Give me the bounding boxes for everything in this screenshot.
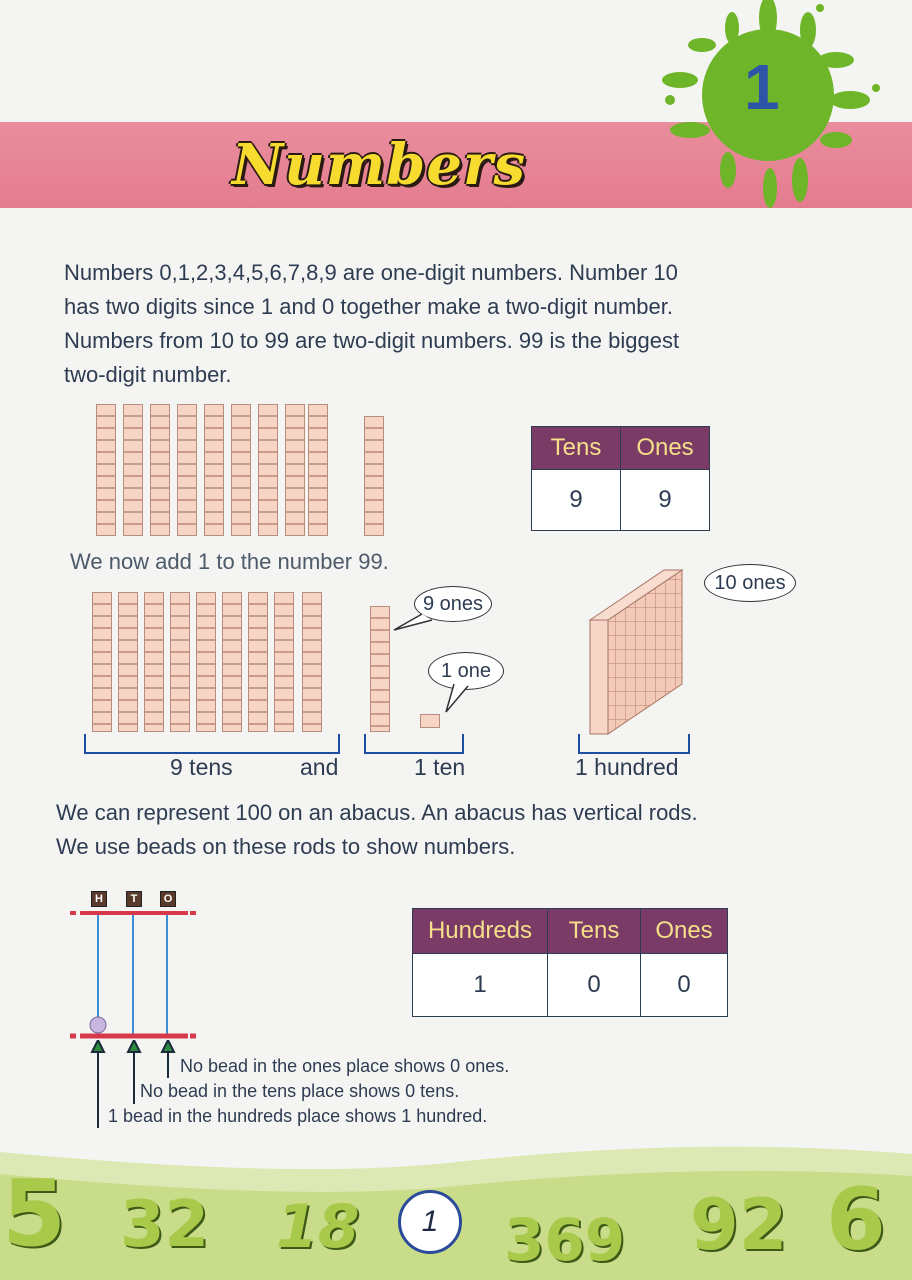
ten-rod	[231, 404, 251, 536]
ten-rod	[285, 404, 305, 536]
intro-line: has two digits since 1 and 0 together make a two-digit number.	[64, 294, 674, 319]
footer-decor-number: 369	[504, 1206, 626, 1274]
intro-paragraph	[64, 256, 824, 392]
rod-label-o: O	[160, 891, 176, 907]
ten-rod	[222, 592, 242, 732]
ten-rod	[123, 404, 143, 536]
intro-line: two-digit number.	[64, 362, 232, 387]
one-ten-bracket	[364, 734, 464, 754]
ten-rod	[196, 592, 216, 732]
footer-decor-number: 92	[690, 1184, 788, 1266]
ten-rod	[150, 404, 170, 536]
nine-tens-bracket	[84, 734, 340, 754]
ten-rod	[248, 592, 268, 732]
ten-rod	[302, 592, 322, 732]
ten-rod	[92, 592, 112, 732]
ten-rod	[308, 404, 328, 536]
nine-ones-rod	[370, 606, 390, 732]
hundred-flat	[586, 566, 690, 738]
page-number: 1	[398, 1190, 462, 1254]
one-cube	[420, 714, 440, 728]
hundred-bracket	[578, 734, 690, 754]
ten-rod	[118, 592, 138, 732]
ten-ones-text: 10 ones	[714, 572, 786, 594]
footer-decor-number: 6	[826, 1170, 886, 1270]
ten-rod	[258, 404, 278, 536]
ten-rod	[170, 592, 190, 732]
bubble-tail-icon	[392, 608, 440, 636]
one-one-text: 1 one	[440, 660, 492, 682]
ones-value: 9	[621, 470, 710, 531]
abacus-frame	[66, 905, 206, 1045]
place-value-table-99	[531, 426, 710, 531]
footer-decor-number: 5	[2, 1160, 67, 1267]
chapter-number: 1	[744, 51, 780, 123]
nine-ones-rod	[364, 416, 384, 536]
tens-explanation: No bead in the tens place shows 0 tens.	[140, 1081, 460, 1101]
intro-line: Numbers from 10 to 99 are two-digit numbers. 99 is the biggest	[64, 328, 680, 353]
tens-header: Tens	[532, 427, 621, 470]
ten-rod	[144, 592, 164, 732]
page-title: Numbers	[232, 132, 526, 198]
add-one-text: We now add 1 to the number 99.	[70, 549, 389, 574]
one-ten-label: 1 ten	[414, 754, 466, 780]
footer-decor-number: 32	[120, 1188, 210, 1262]
intro-line: Numbers 0,1,2,3,4,5,6,7,8,9 are one-digit numbers. Number 10	[64, 260, 678, 285]
hundreds-value: 1	[413, 954, 548, 1017]
ten-ones-bubble	[704, 564, 796, 602]
rod-label-t: T	[126, 891, 142, 907]
ones-value: 0	[641, 954, 728, 1017]
ones-header: Ones	[621, 427, 710, 470]
nine-ones-text: 9 ones	[422, 593, 484, 615]
tens-header: Tens	[548, 909, 641, 954]
ones-explanation: No bead in the ones place shows 0 ones.	[180, 1056, 510, 1076]
tens-value: 0	[548, 954, 641, 1017]
abacus-line: We use beads on these rods to show numbers.	[56, 834, 516, 859]
abacus-line: We can represent 100 on an abacus. An abacus has vertical rods.	[56, 800, 698, 825]
hundreds-header: Hundreds	[413, 909, 548, 954]
green-splash-icon	[650, 0, 912, 215]
ones-header: Ones	[641, 909, 728, 954]
ten-rod	[177, 404, 197, 536]
place-value-table-100	[412, 908, 728, 1017]
abacus-paragraph	[56, 796, 698, 864]
footer-decor-number: 18	[276, 1192, 360, 1262]
rod-label-h: H	[91, 891, 107, 907]
ten-rod	[274, 592, 294, 732]
tens-value: 9	[532, 470, 621, 531]
hundreds-explanation: 1 bead in the hundreds place shows 1 hundred.	[108, 1106, 488, 1126]
ten-rod	[204, 404, 224, 536]
nine-tens-label: 9 tens	[170, 754, 233, 780]
one-hundred-label: 1 hundred	[575, 754, 679, 780]
and-label: and	[300, 754, 339, 780]
bubble-tail-icon	[440, 680, 480, 716]
ten-rod	[96, 404, 116, 536]
